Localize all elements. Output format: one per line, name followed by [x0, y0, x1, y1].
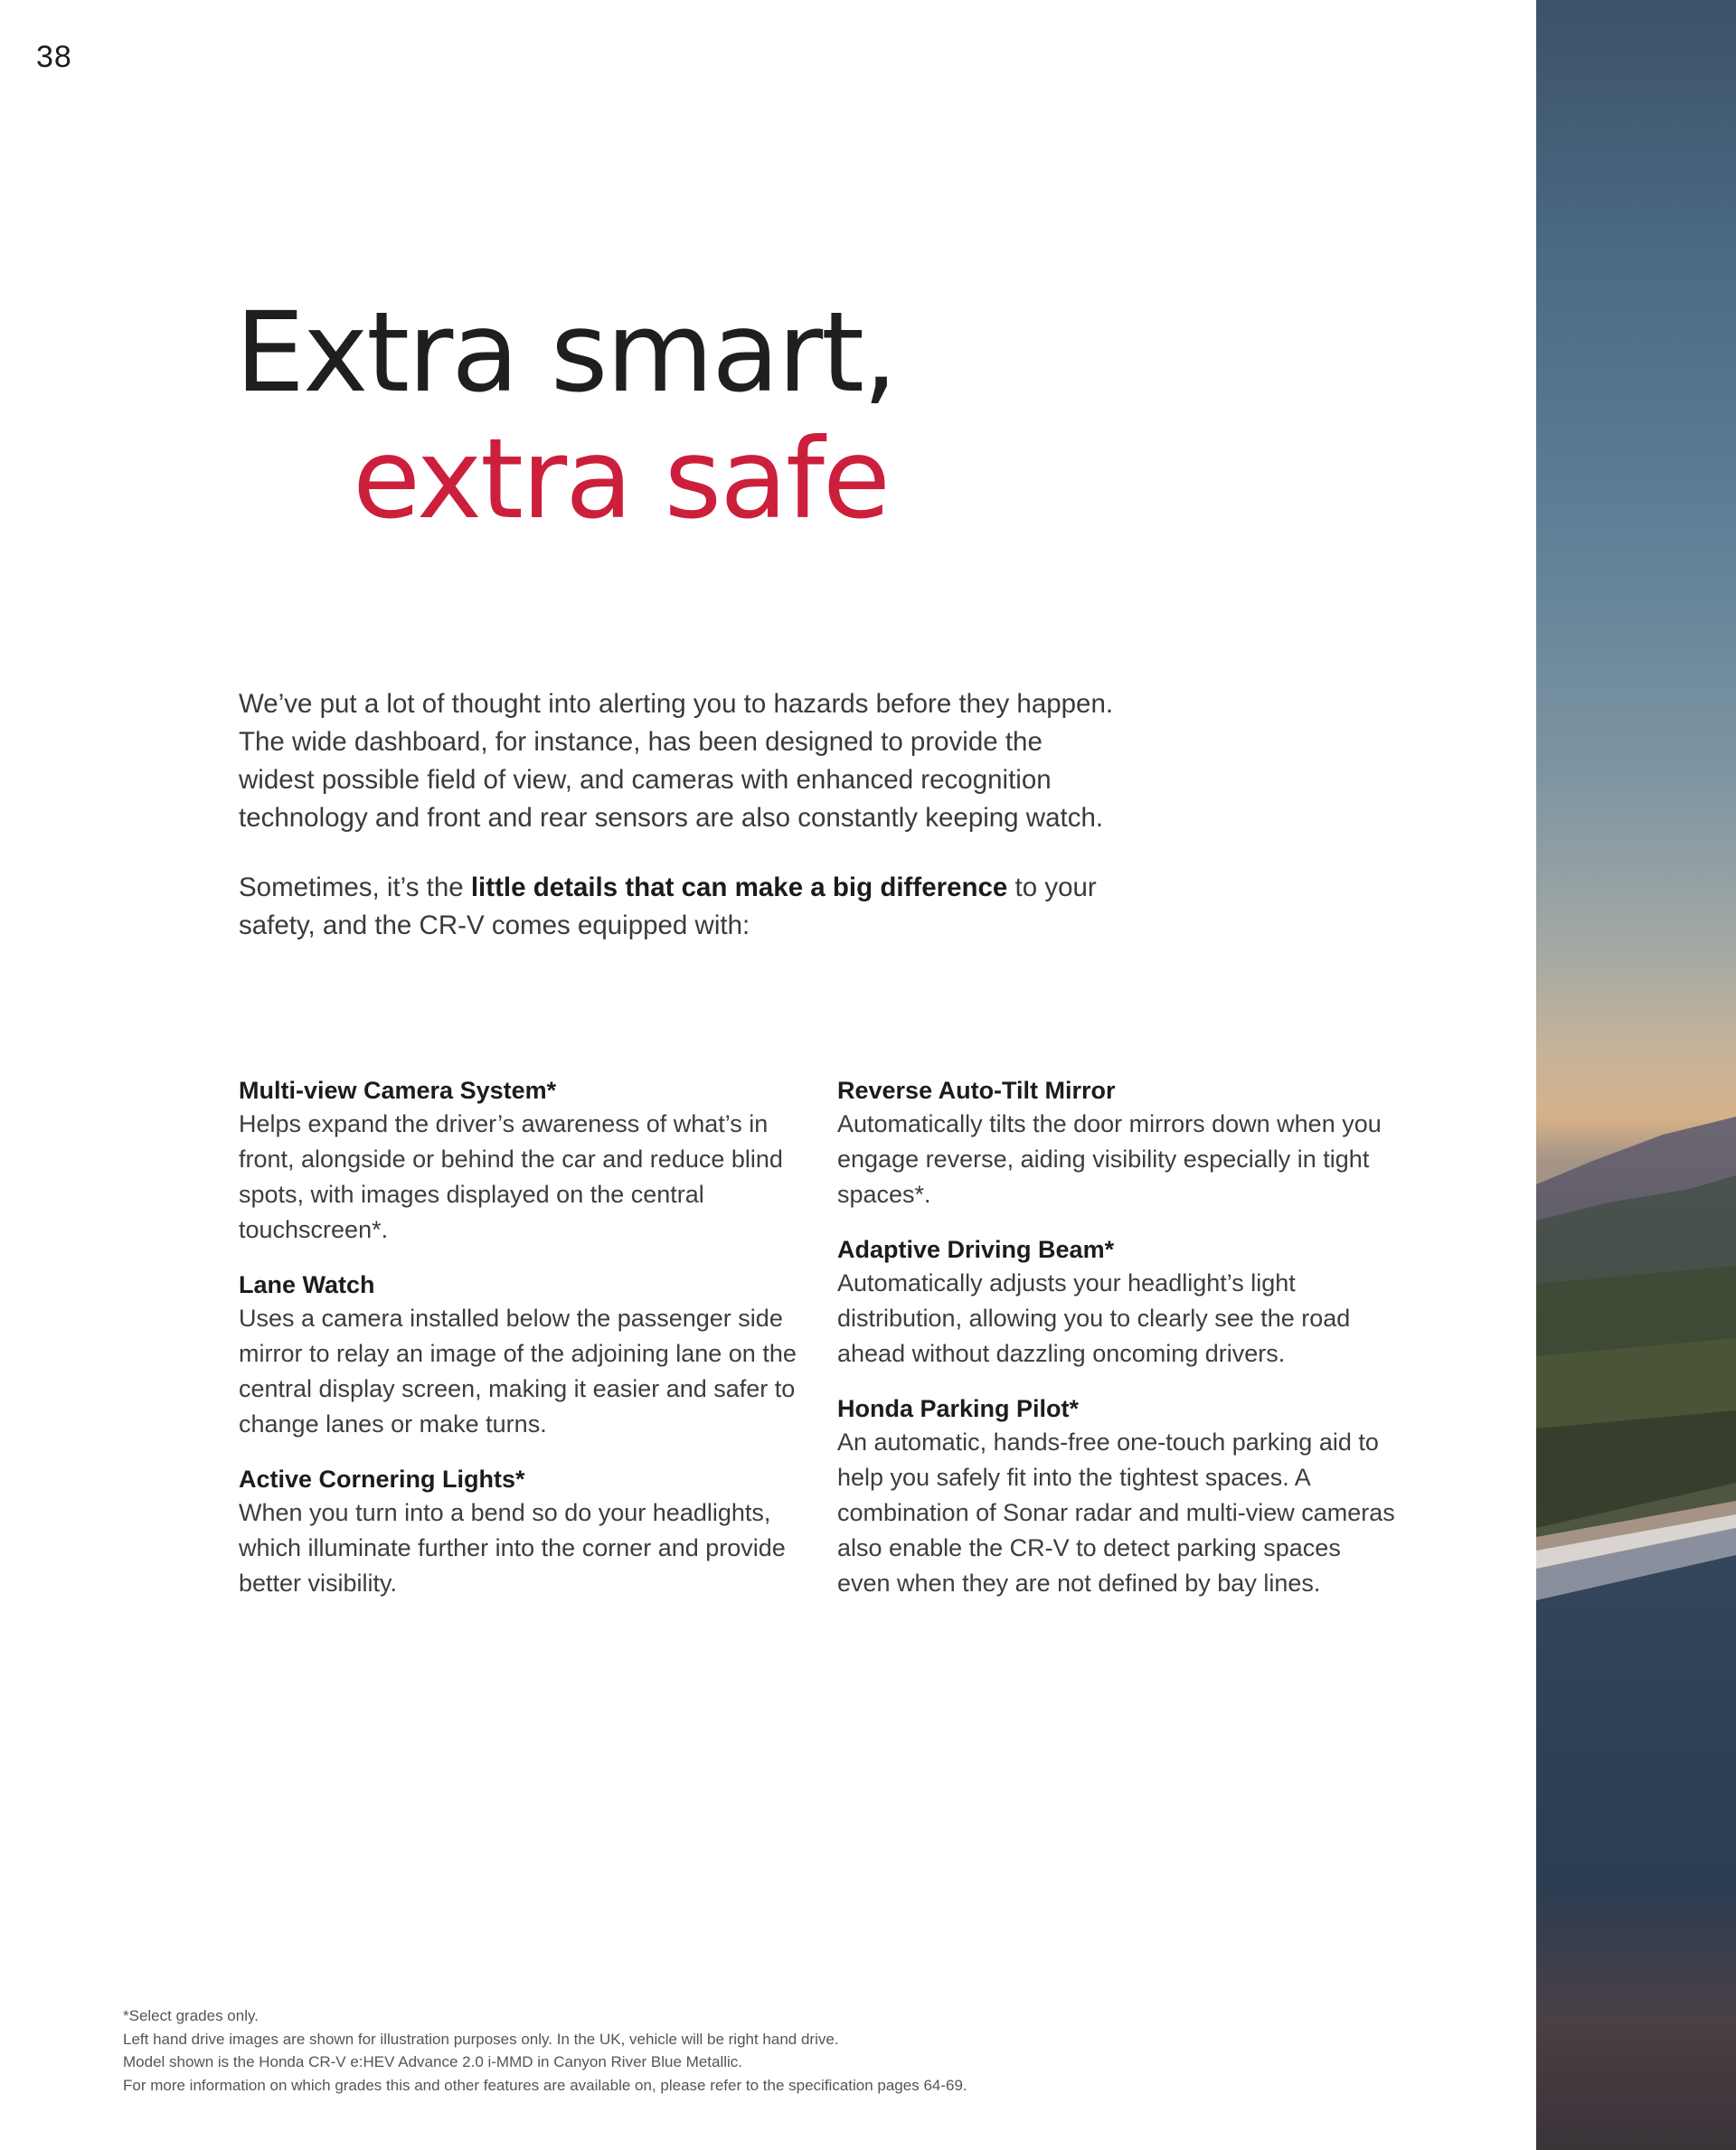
- footnote-line: Model shown is the Honda CR-V e:HEV Advance 2.0 i-MMD in Canyon River Blue Metallic.: [123, 2053, 743, 2070]
- footnote-line: Left hand drive images are shown for illustration purposes only. In the UK, vehicle will be right hand drive.: [123, 2030, 839, 2048]
- features-column-left: [239, 1074, 817, 1622]
- feature-title: Multi-view Camera System*: [239, 1077, 557, 1104]
- intro-paragraph-2-end: to your safety, and the CR-V comes equipped with:: [239, 872, 1097, 940]
- feature-title: Honda Parking Pilot*: [837, 1395, 1080, 1422]
- footnote-line: *Select grades only.: [123, 2007, 259, 2024]
- landscape-photo: [1536, 0, 1736, 2150]
- feature-lane-watch: [239, 1268, 817, 1442]
- intro-text: [239, 685, 1125, 976]
- intro-highlight: little details that can make a big difference: [470, 872, 1008, 902]
- page-number: 38: [36, 40, 72, 74]
- intro-paragraph-2-start: Sometimes, it’s the: [239, 872, 471, 902]
- feature-title: Active Cornering Lights*: [239, 1466, 525, 1493]
- footnote-line: For more information on which grades this and other features are available on, please refer to the specification pages 64-69.: [123, 2076, 967, 2094]
- intro-paragraph-2: [239, 869, 1125, 945]
- feature-body: Automatically tilts the door mirrors down when you engage reverse, aiding visibility especially in tight spaces*.: [837, 1110, 1382, 1208]
- headline-line-1: Extra smart,: [235, 288, 896, 417]
- feature-honda-parking-pilot: [837, 1392, 1398, 1601]
- feature-body: Automatically adjusts your headlight’s light distribution, allowing you to clearly see the road ahead without dazzling oncoming drivers.: [837, 1269, 1351, 1367]
- feature-body: Uses a camera installed below the passenger side mirror to relay an image of the adjoining lane on the central display screen, making it easier and safer to change lanes or make turns.: [239, 1305, 797, 1438]
- feature-title: Adaptive Driving Beam*: [837, 1236, 1115, 1263]
- feature-active-cornering-lights: [239, 1463, 817, 1601]
- feature-adaptive-driving-beam: [837, 1233, 1398, 1372]
- intro-paragraph-1: We’ve put a lot of thought into alerting you to hazards before they happen. The wide dashboard, for instance, has been designed to provide the widest possible field of view, and cameras with enhanced recognition technology and front and rear sensors are also constantly keeping watch.: [239, 689, 1114, 833]
- feature-multi-view-camera: [239, 1074, 817, 1248]
- footnotes: [123, 2004, 1389, 2097]
- features-column-right: [837, 1074, 1398, 1622]
- feature-body: An automatic, hands-free one-touch parking aid to help you safely fit into the tightest spaces. A combination of Sonar radar and multi-view cameras also enable the CR-V to detect parking spaces even when they are not defined by bay lines.: [837, 1429, 1395, 1597]
- feature-body: When you turn into a bend so do your headlights, which illuminate further into the corner and provide better visibility.: [239, 1499, 786, 1597]
- landscape-illustration: [1536, 0, 1736, 2150]
- feature-reverse-auto-tilt-mirror: [837, 1074, 1398, 1212]
- feature-title: Lane Watch: [239, 1271, 375, 1298]
- headline: [235, 289, 896, 542]
- headline-line-2: extra safe: [353, 415, 889, 543]
- feature-title: Reverse Auto-Tilt Mirror: [837, 1077, 1116, 1104]
- feature-body: Helps expand the driver’s awareness of what’s in front, alongside or behind the car and reduce blind spots, with images displayed on the central touchscreen*.: [239, 1110, 783, 1243]
